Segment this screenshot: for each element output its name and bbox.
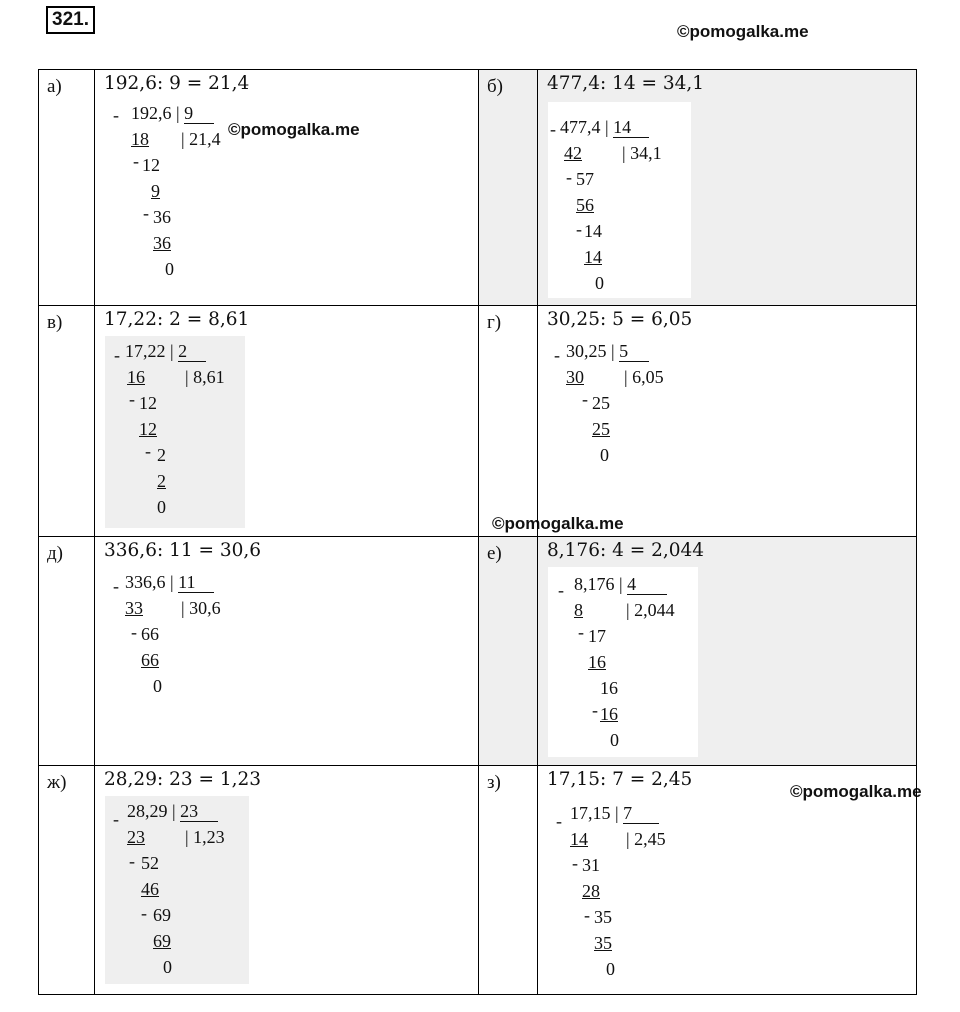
dividend-g: 30,25: [566, 341, 607, 361]
step-v-2: 12: [139, 393, 157, 413]
dividend-b: 477,4: [560, 117, 601, 137]
quotient-g: 6,05: [632, 367, 664, 387]
cell-v: [95, 306, 479, 537]
label-v: в): [39, 306, 95, 537]
cell-a: [95, 70, 479, 306]
solutions-table: [38, 69, 917, 995]
label-zh: ж): [39, 766, 95, 995]
step-g-2: 25: [592, 393, 610, 413]
step-b-5: 14: [584, 247, 602, 267]
division-z: - 17,15 | 7 14 | 2,45 - 31 28 - 35 35 0: [554, 794, 694, 984]
watermark-mid: ©pomogalka.me: [492, 514, 624, 533]
step-zh-6: 0: [163, 957, 172, 977]
dividend-d: 336,6: [125, 572, 166, 592]
dividend-a: 192,6: [131, 103, 172, 123]
step-e-4: 16: [600, 678, 618, 698]
equation-b: 477,4: 14 = 34,1: [547, 73, 705, 94]
divisor-d: 11: [178, 572, 214, 593]
dividend-v: 17,22: [125, 341, 166, 361]
label-z: з): [479, 766, 538, 995]
watermark-right: ©pomogalka.me: [790, 782, 922, 801]
divisor-e: 4: [627, 574, 667, 595]
label-e: е): [479, 537, 538, 766]
quotient-e: 2,044: [634, 600, 675, 620]
division-e: - 8,176 | 4 8 | 2,044 - 17 16 16 - 16 0: [548, 567, 698, 757]
division-zh: - 28,29 | 23 23 | 1,23 - 52 46 - 69 69 0: [105, 796, 249, 984]
step-b-4: 14: [584, 221, 602, 241]
cell-b: [538, 70, 917, 306]
label-g: г): [479, 306, 538, 537]
step-v-5: 2: [157, 471, 166, 491]
step-a-4: 36: [153, 207, 171, 227]
watermark-a: ©pomogalka.me: [228, 120, 360, 139]
cell-g: [538, 306, 917, 537]
cell-e: [538, 537, 917, 766]
step-zh-5: 69: [153, 931, 171, 951]
step-v-6: 0: [157, 497, 166, 517]
division-v: - 17,22 | 2 16 | 8,61 - 12 12 - 2 2 0: [105, 336, 245, 528]
step-e-5: 16: [600, 704, 618, 724]
step-g-4: 0: [600, 445, 609, 465]
division-b: - 477,4 | 14 42 | 34,1 - 57 56 - 14 14 0: [548, 102, 691, 298]
divisor-zh: 23: [180, 801, 218, 822]
equation-e: 8,176: 4 = 2,044: [547, 540, 705, 561]
task-number: 321.: [46, 6, 95, 34]
step-d-1: 33: [125, 598, 143, 618]
dividend-zh: 28,29: [127, 801, 168, 821]
dividend-z: 17,15: [570, 803, 611, 823]
label-d: д): [39, 537, 95, 766]
step-e-3: 16: [588, 652, 606, 672]
quotient-a: 21,4: [189, 129, 221, 149]
cell-z: [538, 766, 917, 995]
step-a-1: 18: [131, 129, 149, 149]
step-v-4: 2: [157, 445, 166, 465]
equation-zh: 28,29: 23 = 1,23: [104, 769, 262, 790]
step-v-1: 16: [127, 367, 145, 387]
step-e-2: 17: [588, 626, 606, 646]
quotient-d: 30,6: [189, 598, 221, 618]
equation-g: 30,25: 5 = 6,05: [547, 309, 693, 330]
step-v-3: 12: [139, 419, 157, 439]
quotient-b: 34,1: [630, 143, 662, 163]
step-z-2: 31: [582, 855, 600, 875]
step-b-1: 42: [564, 143, 582, 163]
step-g-3: 25: [592, 419, 610, 439]
step-z-6: 0: [606, 959, 615, 979]
step-b-3: 56: [576, 195, 594, 215]
equation-d: 336,6: 11 = 30,6: [104, 540, 262, 561]
step-a-2: 12: [142, 155, 160, 175]
divisor-b: 14: [613, 117, 649, 138]
divisor-z: 7: [623, 803, 659, 824]
step-d-4: 0: [153, 676, 162, 696]
label-a: а): [39, 70, 95, 306]
divisor-a: 9: [184, 103, 214, 124]
equation-a: 192,6: 9 = 21,4: [104, 73, 250, 94]
step-z-1: 14: [570, 829, 588, 849]
step-d-2: 66: [141, 624, 159, 644]
equation-v: 17,22: 2 = 8,61: [104, 309, 250, 330]
step-z-5: 35: [594, 933, 612, 953]
step-a-3: 9: [151, 181, 160, 201]
dividend-e: 8,176: [574, 574, 615, 594]
divisor-g: 5: [619, 341, 649, 362]
division-g: - 30,25 | 5 30 | 6,05 - 25 25 0: [554, 336, 694, 466]
cell-d: [95, 537, 479, 766]
step-b-6: 0: [595, 273, 604, 293]
step-zh-2: 52: [141, 853, 159, 873]
step-z-3: 28: [582, 881, 600, 901]
cell-zh: [95, 766, 479, 995]
equation-z: 17,15: 7 = 2,45: [547, 769, 693, 790]
step-zh-1: 23: [127, 827, 145, 847]
watermark-top: ©pomogalka.me: [677, 22, 809, 41]
quotient-zh: 1,23: [193, 827, 225, 847]
step-b-2: 57: [576, 169, 594, 189]
step-d-3: 66: [141, 650, 159, 670]
step-a-5: 36: [153, 233, 171, 253]
step-zh-4: 69: [153, 905, 171, 925]
division-d: - 336,6 | 11 33 | 30,6 - 66 66 0: [113, 567, 253, 697]
step-z-4: 35: [594, 907, 612, 927]
step-g-1: 30: [566, 367, 584, 387]
step-e-6: 0: [610, 730, 619, 750]
quotient-z: 2,45: [634, 829, 666, 849]
division-a: - 192,6 | 9 18 | 21,4 - 12 9 - 36 36 0: [113, 100, 233, 276]
label-b: б): [479, 70, 538, 306]
step-e-1: 8: [574, 600, 583, 620]
step-zh-3: 46: [141, 879, 159, 899]
step-a-6: 0: [165, 259, 174, 279]
divisor-v: 2: [178, 341, 206, 362]
quotient-v: 8,61: [193, 367, 225, 387]
